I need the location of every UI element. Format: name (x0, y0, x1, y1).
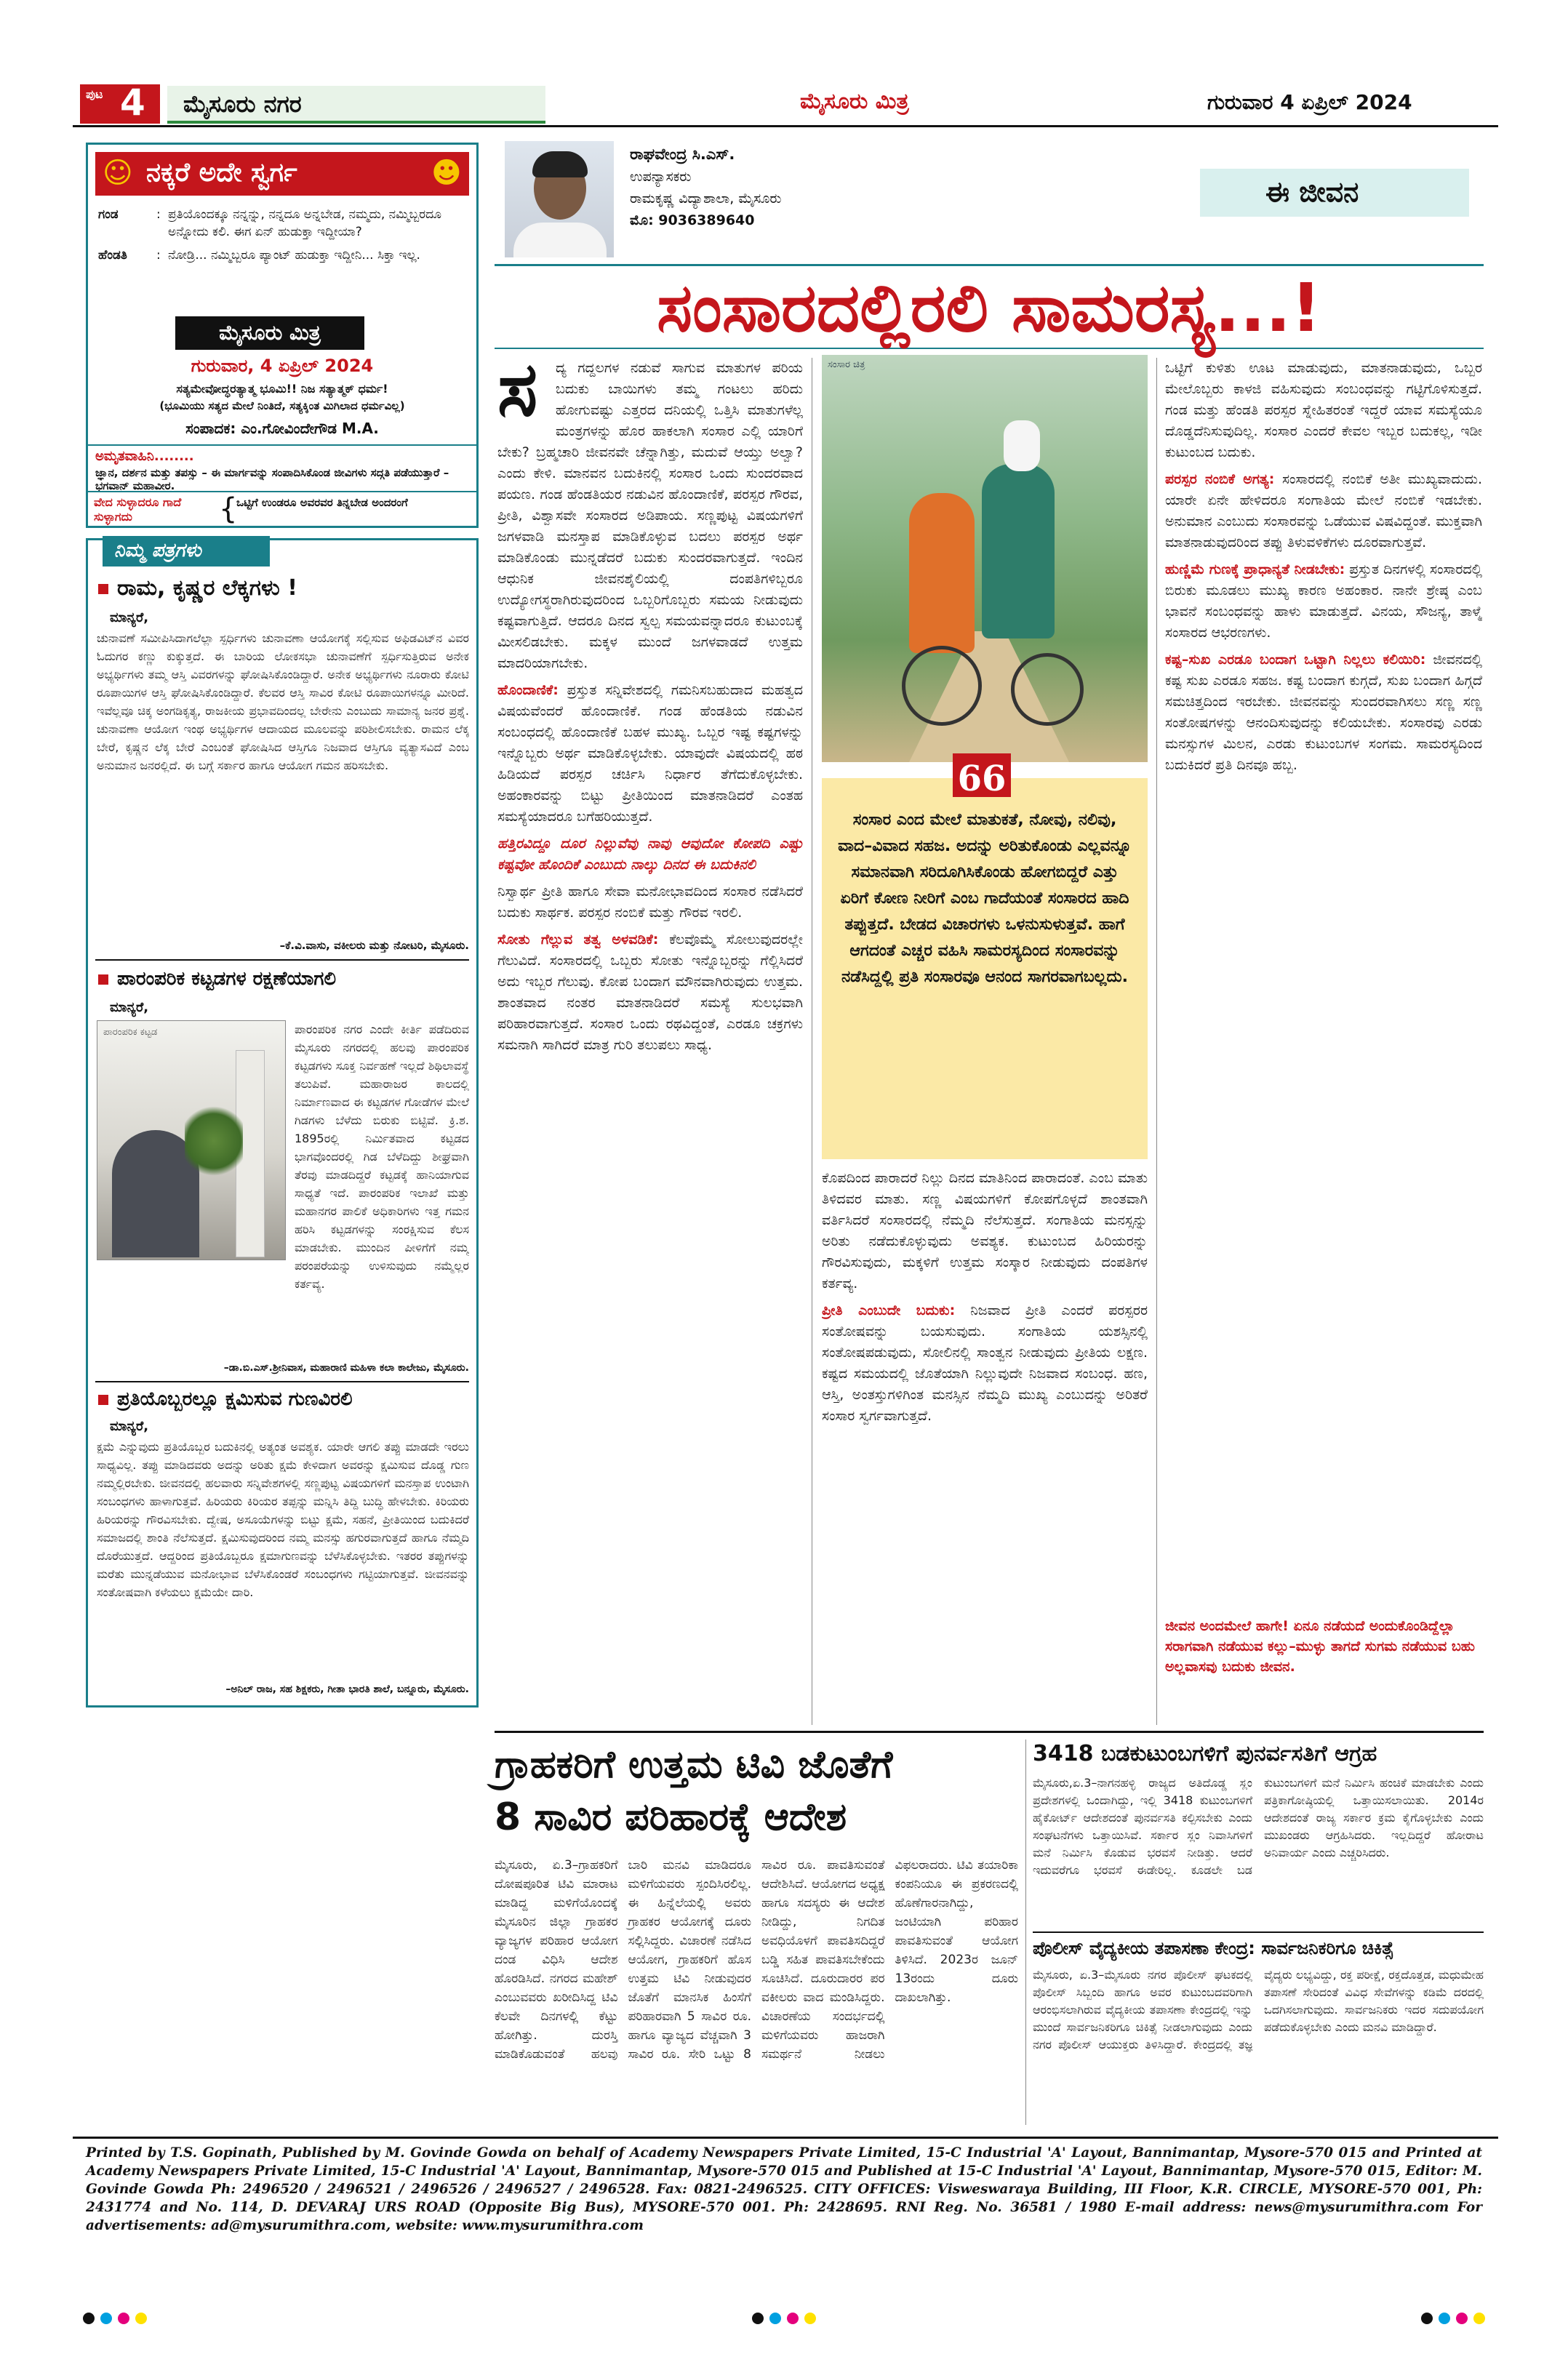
housing-headline: 3418 ಬಡಕುಟುಂಬಗಳಿಗೆ ಪುನರ್ವಸತಿಗೆ ಆಗ್ರಹ (1033, 1741, 1377, 1766)
tv-story (495, 1740, 1018, 2125)
feature-col1-para3: ನಿಸ್ವಾರ್ಥ ಪ್ರೀತಿ ಹಾಗೂ ಸೇವಾ ಮನೋಭಾವದಿಂದ ಸಂಸಾರ ನಡೆಸಿದರೆ ಬದುಕು ಸಾರ್ಥಕ. ಪರಸ್ಪರ ನಂಬಿಕೆ ಮತ್ತು ಗೌರವ ಇರಲಿ. (497, 884, 803, 921)
header-rule (73, 125, 1498, 127)
letter3-body: ಕ್ಷಮೆ ಎನ್ನುವುದು ಪ್ರತಿಯೊಬ್ಬರ ಬದುಕಿನಲ್ಲಿ ಅತ್ಯಂತ ಅವಶ್ಯಕ. ಯಾರೇ ಆಗಲಿ ತಪ್ಪು ಮಾಡದೇ ಇರಲು ಸಾಧ್ಯವಿಲ್ಲ. ತಪ್ಪು ಮಾಡಿದವರು ಅದನ್ನು ಅರಿತು ಕ್ಷಮೆ ಕೇಳಿದಾಗ ಅವರನ್ನು ಕ್ಷಮಿಸುವ ದೊಡ್ಡ ಗುಣ ನಮ್ಮಲ್ಲಿರಬೇಕು. ಜೀವನದಲ್ಲಿ ಹಲವಾರು ಸನ್ನಿವೇಶಗಳಲ್ಲಿ ಸಣ್ಣಪುಟ್ಟ ವಿಷಯಗಳಿಗೆ ಮನಸ್ತಾಪ ಉಂಟಾಗಿ ಸಂಬಂಧಗಳು ಹಾಳಾಗುತ್ತವೆ. ಹಿರಿಯರು ಕಿರಿಯರ ತಪ್ಪನ್ನು ಮನ್ನಿಸಿ ತಿದ್ದಿ ಬುದ್ಧಿ ಹೇಳಬೇಕು. ಕಿರಿಯರು ಹಿರಿಯರನ್ನು ಗೌರವಿಸಬೇಕು. ದ್ವೇಷ, ಅಸೂಯೆಗಳನ್ನು ಬಿಟ್ಟು ಕ್ಷಮೆ, ಸಹನೆ, ಪ್ರೀತಿಯಿಂದ ಬದುಕಿದರೆ ಸಮಾಜದಲ್ಲಿ ಶಾಂತಿ ನೆಲೆಸುತ್ತದೆ. ಕ್ಷಮಿಸುವುದರಿಂದ ನಮ್ಮ ಮನಸ್ಸು ಹಗುರವಾಗುತ್ತದೆ ಹಾಗೂ ನೆಮ್ಮದಿ ದೊರೆಯುತ್ತದೆ. ಆದ್ದರಿಂದ ಪ್ರತಿಯೊಬ್ಬರೂ ಕ್ಷಮಾಗುಣವನ್ನು ಬೆಳೆಸಿಕೊಳ್ಳಬೇಕು. ಇತರರ ತಪ್ಪುಗಳನ್ನು ಮರೆತು ಮುನ್ನಡೆಯುವ ಮನೋಭಾವ ಬೆಳೆಸಿಕೊಂಡರೆ ಸಂಬಂಧಗಳು ಗಟ್ಟಿಯಾಗುತ್ತವೆ. ಜೀವನವನ್ನು ಸಂತೋಷವಾಗಿ ಕಳೆಯಲು ಕ್ಷಮೆಯೇ ದಾರಿ. (97, 1440, 469, 1599)
letter-divider-1 (95, 959, 469, 961)
housing-story (1033, 1740, 1484, 1929)
pull-quote-box (822, 758, 1148, 1159)
letter3-salutation: ಮಾನ್ಯರೆ, (110, 1419, 149, 1434)
feature-headline: ಸಂಸಾರದಲ್ಲಿರಲಿ ಸಾಮರಸ್ಯ...! (657, 269, 1321, 347)
letter3-title-text: ಪ್ರತಿಯೊಬ್ಬರಲ್ಲೂ ಕ್ಷಮಿಸುವ ಗುಣವಿರಲಿ (117, 1388, 353, 1410)
tv-headline-2: 8 ಸಾವಿರ ಪರಿಹಾರಕ್ಕೆ ಆದೇಶ (495, 1795, 847, 1839)
cartoon-icon: ☻ (431, 156, 462, 190)
housing-body: ಮೈಸೂರು,ಏ.3–ನಾಗನಹಳ್ಳಿ ರಾಜ್ಯದ ಅತಿದೊಡ್ಡ ಸ್ಲಂ ಪ್ರದೇಶಗಳಲ್ಲಿ ಒಂದಾಗಿದ್ದು, ಇಲ್ಲಿ 3418 ಕುಟುಂಬಗಳಿಗೆ ಹೈಕೋರ್ಟ್ ಆದೇಶದಂತೆ ಪುನರ್ವಸತಿ ಕಲ್ಪಿಸಬೇಕು ಎಂದು ಸಂಘಟನೆಗಳು ಒತ್ತಾಯಿಸಿವೆ. ಸರ್ಕಾರ ಸ್ಲಂ ನಿವಾಸಿಗಳಿಗೆ ಮನೆ ನಿರ್ಮಿಸಿ ಕೊಡುವ ಭರವಸೆ ನೀಡಿತ್ತು. ಆದರೆ ಇದುವರೆಗೂ ಭರವಸೆ ಈಡೇರಿಲ್ಲ. ಕೂಡಲೇ ಬಡ ಕುಟುಂಬಗಳಿಗೆ ಮನೆ ನಿರ್ಮಿಸಿ ಹಂಚಿಕೆ ಮಾಡಬೇಕು ಎಂದು ಪತ್ರಿಕಾಗೋಷ್ಠಿಯಲ್ಲಿ ಒತ್ತಾಯಿಸಲಾಯಿತು. 2014ರ ಆದೇಶದಂತೆ ರಾಜ್ಯ ಸರ್ಕಾರ ಕ್ರಮ ಕೈಗೊಳ್ಳಬೇಕು ಎಂದು ಮುಖಂಡರು ಆಗ್ರಹಿಸಿದರು. ಇಲ್ಲದಿದ್ದರೆ ಹೋರಾಟ ಅನಿವಾರ್ಯ ಎಂದು ಎಚ್ಚರಿಸಿದರು. (1033, 1776, 1484, 1877)
tv-body: ಮೈಸೂರು, ಏ.3–ಗ್ರಾಹಕರಿಗೆ ದೋಷಪೂರಿತ ಟಿವಿ ಮಾರಾಟ ಮಾಡಿದ್ದ ಮಳಿಗೆಯೊಂದಕ್ಕೆ ಮೈಸೂರಿನ ಜಿಲ್ಲಾ ಗ್ರಾಹಕರ ವ್ಯಾಜ್ಯಗಳ ಪರಿಹಾರ ಆಯೋಗ ದಂಡ ವಿಧಿಸಿ ಆದೇಶ ಹೊರಡಿಸಿದೆ. ನಗರದ ಮಹೇಶ್ ಎಂಬುವವರು ಖರೀದಿಸಿದ್ದ ಟಿವಿ ಕೆಲವೇ ದಿನಗಳಲ್ಲಿ ಕೆಟ್ಟು ಹೋಗಿತ್ತು. ದುರಸ್ತಿ ಮಾಡಿಕೊಡುವಂತೆ ಹಲವು ಬಾರಿ ಮನವಿ ಮಾಡಿದರೂ ಮಳಿಗೆಯವರು ಸ್ಪಂದಿಸಿರಲಿಲ್ಲ. ಈ ಹಿನ್ನೆಲೆಯಲ್ಲಿ ಅವರು ಗ್ರಾಹಕರ ಆಯೋಗಕ್ಕೆ ದೂರು ಸಲ್ಲಿಸಿದ್ದರು. ವಿಚಾರಣೆ ನಡೆಸಿದ ಆಯೋಗ, ಗ್ರಾಹಕರಿಗೆ ಹೊಸ ಉತ್ತಮ ಟಿವಿ ನೀಡುವುದರ ಜೊತೆಗೆ ಮಾನಸಿಕ ಹಿಂಸೆಗೆ ಪರಿಹಾರವಾಗಿ 5 ಸಾವಿರ ರೂ. ಹಾಗೂ ವ್ಯಾಜ್ಯದ ವೆಚ್ಚವಾಗಿ 3 ಸಾವಿರ ರೂ. ಸೇರಿ ಒಟ್ಟು 8 ಸಾವಿರ ರೂ. ಪಾವತಿಸುವಂತೆ ಆದೇಶಿಸಿದೆ. ಆಯೋಗದ ಅಧ್ಯಕ್ಷ ಹಾಗೂ ಸದಸ್ಯರು ಈ ಆದೇಶ ನೀಡಿದ್ದು, ನಿಗದಿತ ಅವಧಿಯೊಳಗೆ ಪಾವತಿಸದಿದ್ದರೆ ಬಡ್ಡಿ ಸಹಿತ ಪಾವತಿಸಬೇಕೆಂದು ಸೂಚಿಸಿದೆ. ದೂರುದಾರರ ಪರ ವಕೀಲರು ವಾದ ಮಂಡಿಸಿದ್ದರು. ವಿಚಾರಣೆಯ ಸಂದರ್ಭದಲ್ಲಿ ಮಳಿಗೆಯವರು ಹಾಜರಾಗಿ ಸಮರ್ಥನೆ ನೀಡಲು ವಿಫಲರಾದರು. ಟಿವಿ ತಯಾರಿಕಾ ಕಂಪನಿಯೂ ಈ ಪ್ರಕರಣದಲ್ಲಿ ಹೊಣೆಗಾರನಾಗಿದ್ದು, ಜಂಟಿಯಾಗಿ ಪರಿಹಾರ ಪಾವತಿಸುವಂತೆ ಆಯೋಗ ತಿಳಿಸಿದೆ. 2023ರ ಜೂನ್ 13ರಂದು ದೂರು ದಾಖಲಾಗಿತ್ತು. (495, 1858, 1018, 2062)
feature-col3-para4: ಜೀವನದಲ್ಲಿ ಕಷ್ಟ ಸುಖ ಎರಡೂ ಸಹಜ. ಕಷ್ಟ ಬಂದಾಗ ಕುಗ್ಗದೆ, ಸುಖ ಬಂದಾಗ ಹಿಗ್ಗದೆ ಸಮಚಿತ್ತದಿಂದ ಇರಬೇಕು. ಜೀವನವನ್ನು ಸುಂದರವಾಗಿಸಲು ಸಣ್ಣ ಸಣ್ಣ ಸಂತೋಷಗಳನ್ನು ಆನಂದಿಸುವುದನ್ನು ಕಲಿಯಬೇಕು. ಸಂಸಾರವು ಎರಡು ಮನಸ್ಸುಗಳ ಮಿಲನ, ಎರಡು ಕುಟುಂಬಗಳ ಸಂಗಮ. ಸಾಮರಸ್ಯದಿಂದ ಬದುಕಿದರೆ ಪ್ರತಿ ದಿನವೂ ಹಬ್ಬ. (1165, 652, 1482, 773)
illustration-bicycle-wheel-2 (1011, 653, 1084, 726)
mini-date: ಗುರುವಾರ, 4 ಏಪ್ರಿಲ್ 2024 (191, 356, 374, 376)
illustration-child (1004, 420, 1040, 471)
humor-line-1: ಪ್ರತಿಯೊಂದಕ್ಕೂ ನನ್ನನ್ನು, ನನ್ನದೂ ಅನ್ನಬೇಡ, ನಮ್ಮದು, ನಮ್ಮಿಬ್ಬರದೂ ಅನ್ನೋದು ಕಲಿ. ಈಗ ಏನ್ ಹುಡುಕ್ತಾ ಇದ್ದೀಯಾ? (168, 207, 441, 239)
humor-speaker-2: ಹೆಂಡತಿ (98, 248, 127, 263)
humor-box (86, 143, 479, 528)
feature-col1-text (497, 358, 803, 1725)
imprint-rule (73, 2137, 1498, 2139)
feature-col3-para1: ಒಟ್ಟಿಗೆ ಕುಳಿತು ಊಟ ಮಾಡುವುದು, ಮಾತನಾಡುವುದು, ಒಬ್ಬರ ಮೇಲೊಬ್ಬರು ಕಾಳಜಿ ವಹಿಸುವುದು ಸಂಬಂಧವನ್ನು ಗಟ್ಟಿಗೊಳಿಸುತ್ತದೆ. ಗಂಡ ಮತ್ತು ಹೆಂಡತಿ ಪರಸ್ಪರ ಸ್ನೇಹಿತರಂತೆ ಇದ್ದರೆ ಯಾವ ಸಮಸ್ಯೆಯೂ ದೊಡ್ಡದೆನಿಸುವುದಿಲ್ಲ. ಸಂಸಾರ ಎಂದರೆ ಕೇವಲ ಇಬ್ಬರ ಬದುಕಲ್ಲ, ಇಡೀ ಕುಟುಂಬದ ಬದುಕು. (1165, 360, 1482, 460)
feature-col3-subhead-2: ಹುಣ್ಣಿಮೆ ಗುಣಕ್ಕೆ ಪ್ರಾಧಾನ್ಯತೆ ನೀಡಬೇಕು: (1165, 561, 1345, 577)
masthead: ಮೈಸೂರು ಮಿತ್ರ (800, 89, 909, 114)
letters-banner-text: ನಿಮ್ಮ ಪತ್ರಗಳು (114, 540, 201, 561)
feature-bottom-rule (495, 1731, 1484, 1733)
police-body: ಮೈಸೂರು, ಏ.3–ಮೈಸೂರು ನಗರ ಪೊಲೀಸ್ ಘಟಕದಲ್ಲಿ ಪೊಲೀಸ್ ಸಿಬ್ಬಂದಿ ಹಾಗೂ ಅವರ ಕುಟುಂಬದವರಿಗಾಗಿ ಆರಂಭಿಸಲಾಗಿರುವ ವೈದ್ಯಕೀಯ ತಪಾಸಣಾ ಕೇಂದ್ರದಲ್ಲಿ ಇನ್ನು ಮುಂದೆ ಸಾರ್ವಜನಿಕರಿಗೂ ಚಿಕಿತ್ಸೆ ನೀಡಲಾಗುವುದು ಎಂದು ನಗರ ಪೊಲೀಸ್ ಆಯುಕ್ತರು ತಿಳಿಸಿದ್ದಾರೆ. ಕೇಂದ್ರದಲ್ಲಿ ತಜ್ಞ ವೈದ್ಯರು ಲಭ್ಯವಿದ್ದು, ರಕ್ತ ಪರೀಕ್ಷೆ, ರಕ್ತದೊತ್ತಡ, ಮಧುಮೇಹ ತಪಾಸಣೆ ಸೇರಿದಂತೆ ವಿವಿಧ ಸೇವೆಗಳನ್ನು ಕಡಿಮೆ ದರದಲ್ಲಿ ಒದಗಿಸಲಾಗುವುದು. ಸಾರ್ವಜನಿಕರು ಇದರ ಸದುಪಯೋಗ ಪಡೆದುಕೊಳ್ಳಬೇಕು ಎಂದು ಮನವಿ ಮಾಡಿದ್ದಾರೆ. (1033, 1968, 1484, 2051)
letter3-title (98, 1388, 469, 1411)
page-number-badge (80, 81, 160, 124)
author-phone: ಮೊ: 9036389640 (630, 212, 755, 228)
feature-col3-para2: ಸಂಸಾರದಲ್ಲಿ ನಂಬಿಕೆ ಅತೀ ಮುಖ್ಯವಾದುದು. ಯಾರೇ ಏನೇ ಹೇಳಿದರೂ ಸಂಗಾತಿಯ ಮೇಲೆ ನಂಬಿಕೆ ಇಡಬೇಕು. ಅನುಮಾನ ಎಂಬುದು ಸಂಸಾರವನ್ನು ಒಡೆಯುವ ವಿಷವಿದ್ದಂತೆ. ಮುಕ್ತವಾಗಿ ಮಾತನಾಡುವುದರಿಂದ ತಪ್ಪು ತಿಳುವಳಿಕೆಗಳು ದೂರವಾಗುತ್ತವೆ. (1165, 471, 1482, 551)
feature-col1-subhead-3: ಸೋತು ಗೆಲ್ಲುವ ತತ್ವ ಅಳವಡಿಕೆ: (497, 932, 659, 948)
feature-col2 (822, 1168, 1148, 1728)
letter2-signature: –ಡಾ.ಬಿ.ಎಸ್.ಶ್ರೀನಿವಾಸ, ಮಹಾರಾಣಿ ಮಹಿಳಾ ಕಲಾ ಕಾಲೇಜು, ಮೈಸೂರು. (223, 1362, 469, 1374)
feature-col1-para4: ಕೆಲವೊಮ್ಮೆ ಸೋಲುವುದರಲ್ಲೇ ಗೆಲುವಿದೆ. ಸಂಸಾರದಲ್ಲಿ ಒಬ್ಬರು ಸೋತು ಇನ್ನೊಬ್ಬರನ್ನು ಗೆಲ್ಲಿಸಿದರೆ ಅದು ಇಬ್ಬರ ಗೆಲುವು. ಕೋಪ ಬಂದಾಗ ಮೌನವಾಗಿರುವುದು ಉತ್ತಮ. ಶಾಂತವಾದ ನಂತರ ಮಾತನಾಡಿದರೆ ಸಮಸ್ಯೆ ಸುಲಭವಾಗಿ ಪರಿಹಾರವಾಗುತ್ತದೆ. ಸಂಸಾರ ಒಂದು ರಥವಿದ್ದಂತೆ, ಎರಡೂ ಚಕ್ರಗಳು ಸಮನಾಗಿ ಸಾಗಿದರೆ ಮಾತ್ರ ಗುರಿ ತಲುಪಲು ಸಾಧ್ಯ. (497, 932, 803, 1053)
housing-rule (1033, 1931, 1484, 1933)
plant-growth (185, 1101, 243, 1181)
proverb-row (88, 491, 476, 526)
letter1-salutation: ಮಾನ್ಯರೆ, (110, 610, 149, 625)
letters-section (86, 538, 479, 1708)
editor-line: ಸಂಪಾದಕ: ಎಂ.ಗೋವಿಂದೇಗೌಡ M.A. (185, 420, 379, 437)
page-number: 4 (120, 81, 145, 124)
registration-marks-center (749, 2313, 819, 2327)
feature-col3-subhead: ಪರಸ್ಪರ ನಂಬಿಕೆ ಅಗತ್ಯ: (1165, 471, 1275, 487)
author-hair (532, 151, 588, 177)
imprint: Printed by T.S. Gopinath, Published by M. Govinde Gowda on behalf of Academy Newspapers Private Limited, 15-C Industrial 'A' Layout, Bannimantap, Mysore-570 015 and Printed at Academy Newspapers Private Limited, 15-C Industrial 'A' Layout, Bannimantap, Mysore-570 015 and Published at 15-C Industrial 'A' Layout, Bannimantap, Mysore-570 015, Editor: M. Govinde Gowda Ph: 2496520 / 2496521 / 2496526 / 2496527 / 2496528. Fax: 0821-2496525. CITY OFFICES: Visweswaraya Building, III Floor, K.R. CIRCLE, MYSORE-570 001, Ph: 2431774 and No. 114, D. DEVARAJ URS ROAD (Opposite Big Bus), MYSORE-570 001. Ph: 2428695. RNI Reg. No. 36581 / 1980 E-mail address: news@mysurumithra.com For advertisements: ad@mysurumithra.com, website: www.mysurumithra.com (86, 2145, 1482, 2233)
letter2-body: ಪಾರಂಪರಿಕ ನಗರ ಎಂದೇ ಕೀರ್ತಿ ಪಡೆದಿರುವ ಮೈಸೂರು ನಗರದಲ್ಲಿ ಹಲವು ಪಾರಂಪರಿಕ ಕಟ್ಟಡಗಳು ಸೂಕ್ತ ನಿರ್ವಹಣೆ ಇಲ್ಲದೆ ಶಿಥಿಲಾವಸ್ಥೆ ತಲುಪಿವೆ. ಮಹಾರಾಜರ ಕಾಲದಲ್ಲಿ ನಿರ್ಮಾಣವಾದ ಈ ಕಟ್ಟಡಗಳ ಗೋಡೆಗಳ ಮೇಲೆ ಗಿಡಗಳು ಬೆಳೆದು ಬಿರುಕು ಬಿಟ್ಟಿವೆ. ಕ್ರಿ.ಶ. 1895ರಲ್ಲಿ ನಿರ್ಮಿತವಾದ ಕಟ್ಟಡದ ಭಾಗವೊಂದರಲ್ಲಿ ಗಿಡ ಬೆಳೆದಿದ್ದು ಶೀಘ್ರವಾಗಿ ತೆರವು ಮಾಡದಿದ್ದರೆ ಕಟ್ಟಡಕ್ಕೆ ಹಾನಿಯಾಗುವ ಸಾಧ್ಯತೆ ಇದೆ. ಪಾರಂಪರಿಕ ಇಲಾಖೆ ಮತ್ತು ಮಹಾನಗರ ಪಾಲಿಕೆ ಅಧಿಕಾರಿಗಳು ಇತ್ತ ಗಮನ ಹರಿಸಿ ಕಟ್ಟಡಗಳನ್ನು ಸಂರಕ್ಷಿಸುವ ಕೆಲಸ ಮಾಡಬೇಕು. ಮುಂದಿನ ಪೀಳಿಗೆಗೆ ನಮ್ಮ ಪರಂಪರೆಯನ್ನು ಉಳಿಸುವುದು ನಮ್ಮೆಲ್ಲರ ಕರ್ತವ್ಯ. (295, 1022, 469, 1291)
couple-illustration (822, 355, 1148, 762)
feature-col2-text (822, 1168, 1148, 1728)
feature-col3 (1165, 358, 1482, 1725)
registration-marks-right (1418, 2313, 1488, 2327)
tv-headline-1: ಗ್ರಾಹಕರಿಗೆ ಉತ್ತಮ ಟಿವಿ ಜೊತೆಗೆ (495, 1743, 893, 1787)
heritage-building-photo (97, 1020, 286, 1260)
feature-col3-subhead-3: ಕಷ್ಟ–ಸುಖ ಎರಡೂ ಬಂದಾಗ ಒಟ್ಟಾಗಿ ನಿಲ್ಲಲು ಕಲಿಯಿರಿ: (1165, 652, 1426, 668)
author-org: ರಾಮಕೃಷ್ಣ ವಿದ್ಯಾಶಾಲಾ, ಮೈಸೂರು (630, 191, 782, 207)
feature-col2-para2: ನಿಜವಾದ ಪ್ರೀತಿ ಎಂದರೆ ಪರಸ್ಪರರ ಸಂತೋಷವನ್ನು ಬಯಸುವುದು. ಸಂಗಾತಿಯ ಯಶಸ್ಸಿನಲ್ಲಿ ಸಂತೋಷಪಡುವುದು, ಸೋಲಿನಲ್ಲಿ ಸಾಂತ್ವನ ನೀಡುವುದು ಪ್ರೀತಿಯ ಲಕ್ಷಣ. ಕಷ್ಟದ ಸಮಯದಲ್ಲಿ ಜೊತೆಯಾಗಿ ನಿಲ್ಲುವುದೇ ನಿಜವಾದ ಸಂಬಂಧ. ಹಣ, ಆಸ್ತಿ, ಅಂತಸ್ತುಗಳಿಗಿಂತ ಮನಸ್ಸಿನ ನೆಮ್ಮದಿ ಮುಖ್ಯ ಎಂಬುದನ್ನು ಅರಿತರೆ ಸಂಸಾರ ಸ್ವರ್ಗವಾಗುತ್ತದೆ. (822, 1302, 1148, 1424)
page-header (73, 80, 1498, 124)
feature-col1-para2: ಪ್ರಸ್ತುತ ಸನ್ನಿವೇಶದಲ್ಲಿ ಗಮನಿಸಬಹುದಾದ ಮಹತ್ವದ ವಿಷಯವೆಂದರೆ ಹೊಂದಾಣಿಕೆ. ಗಂಡ ಹೆಂಡತಿಯ ನಡುವಿನ ಸಂಬಂಧದಲ್ಲಿ ಹೊಂದಾಣಿಕೆ ಬಹಳ ಮುಖ್ಯ. ಒಬ್ಬರ ಇಷ್ಟ ಕಷ್ಟಗಳನ್ನು ಇನ್ನೊಬ್ಬರು ಅರ್ಥ ಮಾಡಿಕೊಳ್ಳಬೇಕು. ಯಾವುದೇ ವಿಷಯದಲ್ಲಿ ಹಠ ಹಿಡಿಯದೆ ಪರಸ್ಪರ ಚರ್ಚಿಸಿ ನಿರ್ಧಾರ ತೆಗೆದುಕೊಳ್ಳಬೇಕು. ಅಹಂಕಾರವನ್ನು ಬಿಟ್ಟು ಪ್ರೀತಿಯಿಂದ ಮಾತನಾಡಿದರೆ ಎಂತಹ ಸಮಸ್ಯೆಯಾದರೂ ಬಗೆಹರಿಯುತ್ತದೆ. (497, 682, 803, 825)
letter2-title (98, 968, 469, 990)
letter-divider-2 (95, 1381, 469, 1382)
amrutha-text: ಜ್ಞಾನ, ದರ್ಶನ ಮತ್ತು ತಪಸ್ಸು – ಈ ಮಾರ್ಗವನ್ನು ಸಂಪಾದಿಸಿಕೊಂಡ ಜೀವಿಗಳು ಸದ್ಗತಿ ಪಡೆಯುತ್ತಾರೆ –ಭಗವಾನ್ ಮಹಾವೀರ. (95, 466, 449, 492)
quote-mark-icon: 66 (953, 753, 1011, 797)
pull-quote-text: ಸಂಸಾರ ಎಂದ ಮೇಲೆ ಮಾತುಕತೆ, ನೋವು, ನಲಿವು, ವಾದ–ವಿವಾದ ಸಹಜ. ಅದನ್ನು ಅರಿತುಕೊಂಡು ಎಲ್ಲವನ್ನೂ ಸಮಾನವಾಗಿ ಸರಿದೂಗಿಸಿಕೊಂಡು ಹೋಗಬಿದ್ದರೆ ಎತ್ತು ಏರಿಗೆ ಕೋಣ ನೀರಿಗೆ ಎಂಬ ಗಾದೆಯಂತೆ ಸಂಸಾರದ ಹಾದಿ ತಪ್ಪುತ್ತದೆ. ಬೇಡದ ವಿಚಾರಗಳು ಒಳನುಸುಳುತ್ತವೆ. ಹಾಗೆ ಆಗದಂತೆ ಎಚ್ಚರ ವಹಿಸಿ ಸಾಮರಸ್ಯದಿಂದ ಸಂಸಾರವನ್ನು ನಡೆಸಿದ್ದಲ್ಲಿ ಪ್ರತಿ ಸಂಸಾರವೂ ಆನಂದ ಸಾಗರವಾಗಬಲ್ಲದು. (838, 811, 1132, 986)
illustration-bicycle-wheel-1 (902, 646, 982, 726)
humor-dialog: ಗಂಡ : ಪ್ರತಿಯೊಂದಕ್ಕೂ ನನ್ನನ್ನು, ನನ್ನದೂ ಅನ್ನಬೇಡ, ನಮ್ಮದು, ನಮ್ಮಿಬ್ಬರದೂ ಅನ್ನೋದು ಕಲಿ. ಈಗ ಏನ್ ಹುಡುಕ್ತಾ ಇದ್ದೀಯಾ? ಹೆಂಡತಿ : ನೋಡ್ರಿ... ನಮ್ಮಿಬ್ಬರೂ ಪ್ಯಾಂಟ್ ಹುಡುಕ್ತಾ ಇದ್ದೀನಿ... ಸಿಕ್ತಾ ಇಲ್ಲ. (98, 206, 472, 308)
mini-masthead (175, 316, 364, 350)
laugh-emoji-icon: ☺ (103, 156, 133, 190)
motto-2: (ಭೂಮಿಯು ಸತ್ಯದ ಮೇಲೆ ನಿಂತಿದೆ, ಸತ್ಯಕ್ಕಿಂತ ಮಿಗಿಲಾದ ಧರ್ಮವಿಲ್ಲ) (159, 399, 405, 412)
feature-col3-para3: ಪ್ರಸ್ತುತ ದಿನಗಳಲ್ಲಿ ಸಂಸಾರದಲ್ಲಿ ಬಿರುಕು ಮೂಡಲು ಮುಖ್ಯ ಕಾರಣ ಅಹಂಕಾರ. ನಾನೇ ಶ್ರೇಷ್ಠ ಎಂಬ ಭಾವನೆ ಸಂಬಂಧವನ್ನು ಹಾಳು ಮಾಡುತ್ತದೆ. ವಿನಯ, ಸೌಜನ್ಯ, ತಾಳ್ಮೆ ಸಂಸಾರದ ಆಭರಣಗಳು. (1165, 561, 1482, 641)
author-name: ರಾಘವೇಂದ್ರ ಸಿ.ಎಸ್. (630, 145, 735, 163)
feature-col1 (497, 345, 803, 1725)
humor-line-2: ನೋಡ್ರಿ... ನಮ್ಮಿಬ್ಬರೂ ಪ್ಯಾಂಟ್ ಹುಡುಕ್ತಾ ಇದ್ದೀನಿ... ಸಿಕ್ತಾ ಇಲ್ಲ. (168, 248, 420, 263)
registration-marks-left (80, 2313, 150, 2327)
feature-col3-text (1165, 358, 1482, 1609)
letter1-title (98, 575, 469, 601)
letter3-signature: –ಅನಿಲ್ ರಾಜ, ಸಹ ಶಿಕ್ಷಕರು, ಗೀತಾ ಭಾರತಿ ಶಾಲೆ, ಬನ್ನೂರು, ಮೈಸೂರು. (225, 1684, 469, 1695)
letter1-body: ಚುನಾವಣೆ ಸಮೀಪಿಸಿದಾಗಲೆಲ್ಲಾ ಸ್ಪರ್ಧಿಗಳು ಚುನಾವಣಾ ಆಯೋಗಕ್ಕೆ ಸಲ್ಲಿಸುವ ಅಫಿಡವಿಟ್‌ನ ವಿವರ ಓದುಗರ ಕಣ್ಣು ಕುಕ್ಕುತ್ತದೆ. ಈ ಬಾರಿಯ ಲೋಕಸಭಾ ಚುನಾವಣೆಗೆ ಸ್ಪರ್ಧಿಸುತ್ತಿರುವ ಅನೇಕ ಅಭ್ಯರ್ಥಿಗಳು ತಮ್ಮ ಆಸ್ತಿ ವಿವರಗಳನ್ನು ಘೋಷಿಸಿಕೊಂಡಿದ್ದಾರೆ. ಅನೇಕ ಅಭ್ಯರ್ಥಿಗಳು ನೂರಾರು ಕೋಟಿ ರೂಪಾಯಿಗಳ ಆಸ್ತಿ ಘೋಷಿಸಿಕೊಂಡಿದ್ದಾರೆ. ಕೆಲವರ ಆಸ್ತಿ ಸಾವಿರ ಕೋಟಿ ರೂಪಾಯಿಗಳನ್ನೂ ಮೀರಿದೆ. ಇವೆಲ್ಲವೂ ಚಿಕ್ಕ ಅಂಗಡಿಕೃತ್ಯ, ರಾಜಕೀಯ ಪ್ರಭಾವದಿಂದಲ್ಲ ಬೇರೇನು ಎಂಬುದು ಸಾಮಾನ್ಯ ಜನರ ಪ್ರಶ್ನೆ. ಚುನಾವಣಾ ಆಯೋಗ ಇಂಥ ಅಭ್ಯರ್ಥಿಗಳ ಆದಾಯದ ಮೂಲವನ್ನು ಪರಿಶೀಲಿಸಬೇಕು. ರಾಮನ ಲೆಕ್ಕ ಬೇರೆ, ಕೃಷ್ಣನ ಲೆಕ್ಕ ಬೇರೆ ಎಂಬಂತೆ ಘೋಷಿಸಿದ ಆಸ್ತಿಗೂ ನಿಜವಾದ ಆಸ್ತಿಗೂ ವ್ಯತ್ಯಾಸವಿದೆ ಎಂಬ ಅನುಮಾನ ಜನರಲ್ಲಿದೆ. ಈ ಬಗ್ಗೆ ಸರ್ಕಾರ ಹಾಗೂ ಆಯೋಗ ಗಮನ ಹರಿಸಬೇಕು. (97, 631, 469, 772)
feature-col2-subhead: ಪ್ರೀತಿ ಎಂಬುದೇ ಬದುಕು: (822, 1302, 956, 1318)
feature-poem: ಜೀವನ ಅಂದಮೇಲೆ ಹಾಗೇ! ಏನೂ ನಡೆಯದೆ ಅಂದುಕೊಂಡಿದ್ದೆಲ್ಲಾ ಸರಾಗವಾಗಿ ನಡೆಯುವ ಕಲ್ಲು–ಮುಳ್ಳು ತಾಗದೆ ಸುಗಮ ನಡೆಯುವ ಬಹು ಅಲ್ಲವಾಸವು ಬದುಕು ಜೀವನ. (1165, 1618, 1475, 1675)
illustration-man (982, 464, 1055, 638)
tv-rule (1025, 1740, 1026, 2125)
letters-banner (103, 536, 270, 567)
illustration-woman (909, 493, 975, 653)
building-photo-caption: ಪಾರಂಪರಿಕ ಕಟ್ಟಡ (103, 1027, 158, 1038)
feature-col2-para1: ಕೊಪದಿಂದ ಪಾರಾದರೆ ನಿಲ್ಲು ದಿನದ ಮಾತಿನಿಂದ ಪಾರಾದಂತೆ. ಎಂಬ ಮಾತು ತಿಳಿದವರ ಮಾತು. ಸಣ್ಣ ವಿಷಯಗಳಿಗೆ ಕೋಪಗೊಳ್ಳದೆ ಶಾಂತವಾಗಿ ವರ್ತಿಸಿದರೆ ಸಂಸಾರದಲ್ಲಿ ನೆಮ್ಮದಿ ನೆಲೆಸುತ್ತದೆ. ಸಂಗಾತಿಯ ಮನಸ್ಸನ್ನು ಅರಿತು ನಡೆದುಕೊಳ್ಳುವುದು ಅವಶ್ಯಕ. ಕುಟುಂಬದ ಹಿರಿಯರನ್ನು ಗೌರವಿಸುವುದು, ಮಕ್ಕಳಿಗೆ ಉತ್ತಮ ಸಂಸ್ಕಾರ ನೀಡುವುದು ದಂಪತಿಗಳ ಕರ್ತವ್ಯ. (822, 1170, 1148, 1292)
issue-date: ಗುರುವಾರ 4 ಏಪ್ರಿಲ್ 2024 (1207, 90, 1412, 114)
police-headline: ಪೊಲೀಸ್ ವೈದ್ಯಕೀಯ ತಪಾಸಣಾ ಕೇಂದ್ರ: ಸಾರ್ವಜನಿಕರಿಗೂ ಚಿಕಿತ್ಸೆ (1033, 1938, 1394, 1958)
letter1-signature: –ಕೆ.ವಿ.ವಾಸು, ವಕೀಲರು ಮತ್ತು ನೋಟರಿ, ಮೈಸೂರು. (279, 939, 469, 952)
brace-icon: { (219, 492, 238, 526)
author-block (495, 135, 1484, 266)
letter2-salutation: ಮಾನ್ಯರೆ, (110, 1000, 149, 1015)
letter1-title-text: ರಾಮ, ಕೃಷ್ಣರ ಲೆಕ್ಕಗಳು ! (117, 575, 297, 601)
feature-headline-box (495, 271, 1484, 349)
col-rule-2 (1156, 358, 1157, 1725)
mini-masthead-text: ಮೈಸೂರು ಮಿತ್ರ (219, 321, 321, 345)
section-title: ಮೈಸೂರು ನಗರ (183, 90, 302, 118)
column-title: ಈ ಜೀವನ (1265, 176, 1359, 208)
feature-dropcap: ಸ (497, 345, 538, 433)
page-label: ಪುಟ (86, 87, 103, 101)
author-role: ಉಪನ್ಯಾಸಕರು (630, 169, 692, 185)
police-story (1033, 1936, 1484, 2125)
feature-col1-para1: ದ್ಯ ಗದ್ದಲಗಳ ನಡುವೆ ಸಾಗುವ ಮಾತುಗಳ ಪರಿಯ ಬದುಕು ಬಾಯಿಗಳು ತಮ್ಮ ಗಂಟಲು ಹರಿದು ಹೋಗುವಷ್ಟು ಎತ್ತರದ ದನಿಯಲ್ಲಿ ಒತ್ತಿಸಿ ಮಾತುಗಳೆಲ್ಲ ಮಂತ್ರಗಳನ್ನು ಹೊರ ಹಾಕಲಾಗಿ ಸಂಸಾರ ಎಲ್ಲಿ ಯಾರಿಗೆ ಬೇಕು? ಬ್ರಹ್ಮಚಾರಿ ಜೀವನವೇ ಚೆನ್ನಾಗಿತ್ತು, ಮದುವೆ ಆಯ್ತು ಅಲ್ವಾ? ಎಂದು ಕೇಳಿ. ಮಾನವನ ಬದುಕಿನಲ್ಲಿ ಸಂಸಾರ ಒಂದು ಸುಂದರವಾದ ಪಯಣ. ಗಂಡ ಹೆಂಡತಿಯರ ನಡುವಿನ ಹೊಂದಾಣಿಕೆ, ಪರಸ್ಪರ ಗೌರವ, ಪ್ರೀತಿ, ವಿಶ್ವಾಸವೇ ಸಂಸಾರದ ಅಡಿಪಾಯ. ಸಣ್ಣಪುಟ್ಟ ವಿಷಯಗಳಿಗೆ ಜಗಳವಾಡಿ ಮನಸ್ತಾಪ ಮಾಡಿಕೊಳ್ಳುವ ಬದಲು ಪರಸ್ಪರ ಅರ್ಥ ಮಾಡಿಕೊಂಡು ಮುನ್ನಡೆದರೆ ಬದುಕು ಸುಂದರವಾಗುತ್ತದೆ. ಇಂದಿನ ಆಧುನಿಕ ಜೀವನಶೈಲಿಯಲ್ಲಿ ದಂಪತಿಗಳಿಬ್ಬರೂ ಉದ್ಯೋಗಸ್ಥರಾಗಿರುವುದರಿಂದ ಒಬ್ಬರಿಗೊಬ್ಬರು ಸಮಯ ನೀಡುವುದು ಕಷ್ಟವಾಗುತ್ತಿದೆ. ಆದರೂ ದಿನದ ಸ್ವಲ್ಪ ಸಮಯವನ್ನಾದರೂ ಕುಟುಂಬಕ್ಕೆ ಮೀಸಲಿಡಬೇಕು. ಮಕ್ಕಳ ಮುಂದೆ ಜಗಳವಾಡದೆ ಉತ್ತಮ ಮಾದರಿಯಾಗಬೇಕು. (497, 360, 803, 671)
proverb-left: ವೇದ ಸುಳ್ಳಾದರೂ ಗಾದೆ ಸುಳ್ಳಾಗದು (94, 495, 182, 524)
author-photo (505, 141, 614, 257)
feature-col1-subhead: ಹೊಂದಾಣಿಕೆ: (497, 682, 559, 698)
amrutha-title: ಅಮೃತವಾಹಿನಿ........ (95, 449, 194, 464)
amrutha-box (88, 444, 476, 491)
feature-col1-poem: ಹತ್ತಿರವಿದ್ದೂ ದೂರ ನಿಲ್ಲುವೆವು ನಾವು ಆವುದೋ ಕೋಪದಿ ಎಷ್ಟು ಕಷ್ಟವೋ ಹೊಂದಿಕೆ ಎಂಬುದು ನಾಲ್ಕು ದಿನದ ಈ ಬದುಕಿನಲಿ (497, 836, 803, 873)
motto-1: ಸತ್ಯಮೇವೋದ್ಧರತ್ಯಾತ್ಮ ಭೂಮಿ!! ನಿಜ ಸತ್ಯಾತ್ಮಕ್ ಧರ್ಮ! (176, 382, 388, 396)
illustration-label: ಸಂಸಾರ ಚಿತ್ರ (828, 359, 865, 370)
author-shirt (513, 223, 607, 257)
letter2-title-text: ಪಾರಂಪರಿಕ ಕಟ್ಟಡಗಳ ರಕ್ಷಣೆಯಾಗಲಿ (117, 968, 337, 990)
section-tab (167, 86, 545, 124)
column-badge (1200, 169, 1469, 217)
humor-title-bar (95, 152, 469, 196)
humor-speaker-1: ಗಂಡ (98, 207, 119, 222)
proverb-right: ಒಟ್ಟಿಗೆ ಉಂಡರೂ ಅವರವರ ತಿನ್ನಬೇಡ ಅಂದರಂಗೆ (236, 496, 408, 509)
humor-title: ನಕ್ಕರೆ ಅದೇ ಸ್ವರ್ಗ (146, 158, 297, 188)
